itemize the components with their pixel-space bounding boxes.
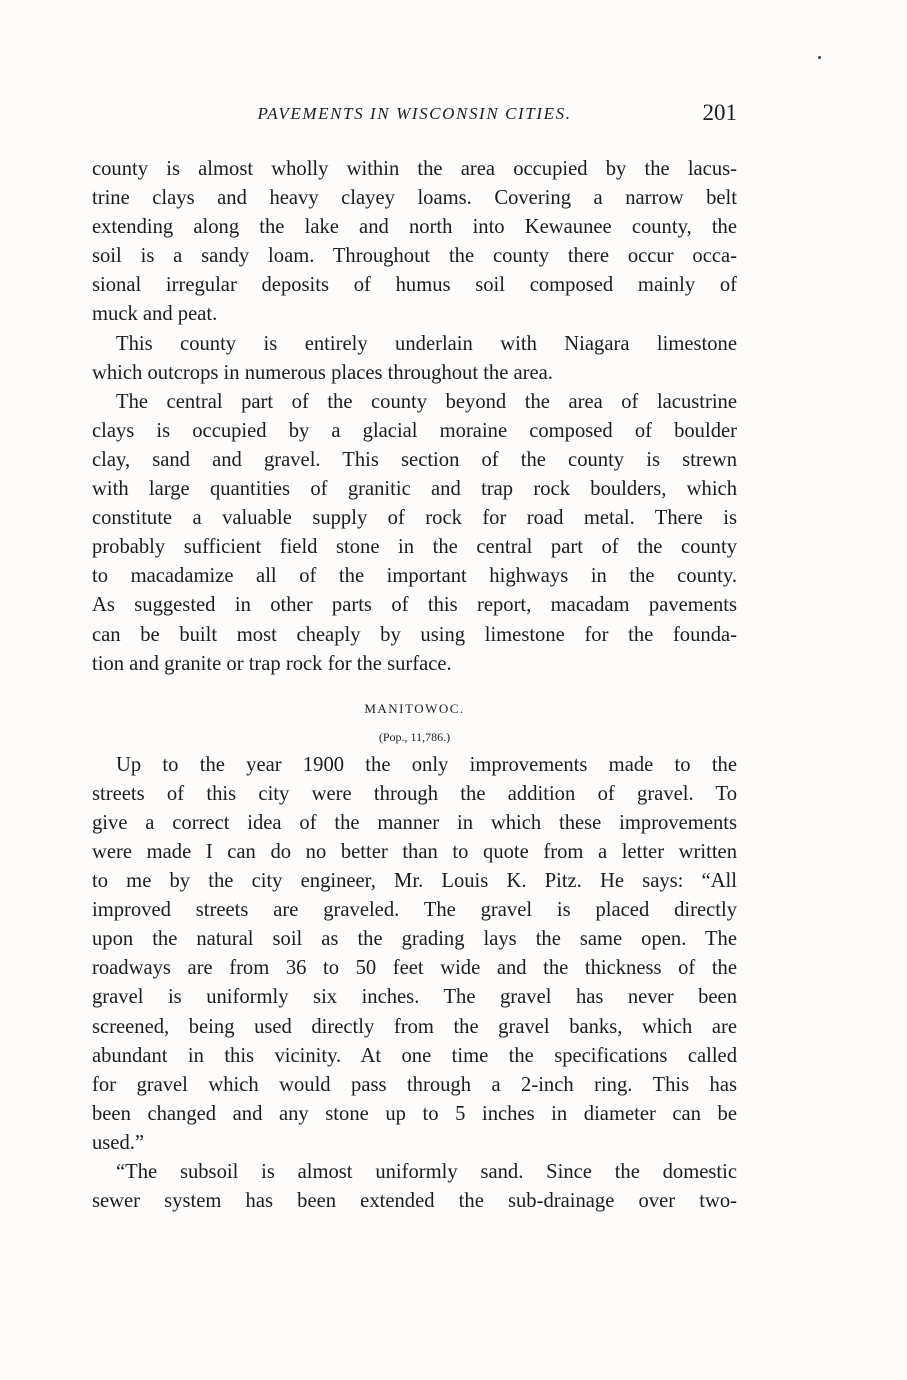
text-line: The central part of the county beyond the area of lacustrine xyxy=(116,390,737,413)
section-heading: MANITOWOC. xyxy=(364,700,465,716)
paragraph-subsoil xyxy=(92,1158,737,1216)
text-line: sional irregular deposits of humus soil composed mainly of xyxy=(92,274,737,297)
text-line: “The subsoil is almost uniformly sand. Since the domestic xyxy=(116,1161,737,1183)
paragraph-manitowoc xyxy=(92,751,737,1158)
text-line: roadways are from 36 to 50 feet wide and the thickness of the xyxy=(92,957,737,980)
text-line: trine clays and heavy clayey loams. Covering a narrow belt xyxy=(92,187,737,210)
text-line: probably sufficient field stone in the central part of the county xyxy=(92,536,737,559)
text-line: to me by the city engineer, Mr. Louis K. Pitz. He says: “All xyxy=(92,870,737,893)
text-line: clays is occupied by a glacial moraine composed of boulder xyxy=(92,419,737,442)
text-line: been changed and any stone up to 5 inches in diameter can be xyxy=(92,1102,737,1125)
text-line: upon the natural soil as the grading lays the same open. The xyxy=(92,928,737,951)
text-line: This county is entirely underlain with Niagara limestone xyxy=(116,332,737,355)
text-line: can be built most cheaply by using limestone for the founda- xyxy=(92,623,737,646)
text-line: extending along the lake and north into Kewaunee county, the xyxy=(92,216,737,239)
text-line: screened, being used directly from the gravel banks, which are xyxy=(92,1015,737,1038)
running-header xyxy=(92,102,737,132)
text-line: improved streets are graveled. The gravel is placed directly xyxy=(92,899,737,922)
text-line: abundant in this vicinity. At one time the specifications called xyxy=(92,1044,737,1067)
text-line: clay, sand and gravel. This section of the county is strewn xyxy=(92,448,737,471)
ink-speck xyxy=(818,56,821,59)
text-line: muck and peat. xyxy=(92,303,218,326)
text-line: Up to the year 1900 the only improvements made to the xyxy=(116,753,737,776)
paragraph-continued xyxy=(92,155,737,330)
paragraph-moraine xyxy=(92,388,737,679)
text-line: county is almost wholly within the area occupied by the lacus- xyxy=(92,158,737,180)
text-line: As suggested in other parts of this report, macadam pavements xyxy=(92,594,737,617)
text-line: with large quantities of granitic and trap rock boulders, which xyxy=(92,478,737,501)
text-line: used.” xyxy=(92,1131,145,1154)
text-line: which outcrops in numerous places throughout the area. xyxy=(92,361,553,384)
section-population: (Pop., 11,786.) xyxy=(378,729,451,744)
text-line: streets of this city were through the addition of gravel. To xyxy=(92,782,737,805)
text-line: gravel is uniformly six inches. The gravel has never been xyxy=(92,986,737,1009)
running-title: PAVEMENTS IN WISCONSIN CITIES. xyxy=(257,104,572,123)
page-number: 201 xyxy=(702,100,737,125)
text-line: give a correct idea of the manner in which these improvements xyxy=(92,811,737,834)
text-line: soil is a sandy loam. Throughout the county there occur occa- xyxy=(92,245,737,268)
paragraph-limestone xyxy=(92,330,737,388)
text-line: were made I can do no better than to quote from a letter written xyxy=(92,840,737,863)
text-line: sewer system has been extended the sub-drainage over two- xyxy=(92,1190,737,1213)
text-line: constitute a valuable supply of rock for road metal. There is xyxy=(92,507,737,530)
text-line: to macadamize all of the important highways in the county. xyxy=(92,565,737,588)
body-text xyxy=(92,155,737,1216)
text-line: for gravel which would pass through a 2-inch ring. This has xyxy=(92,1073,737,1096)
text-line: tion and granite or trap rock for the surface. xyxy=(92,652,452,675)
